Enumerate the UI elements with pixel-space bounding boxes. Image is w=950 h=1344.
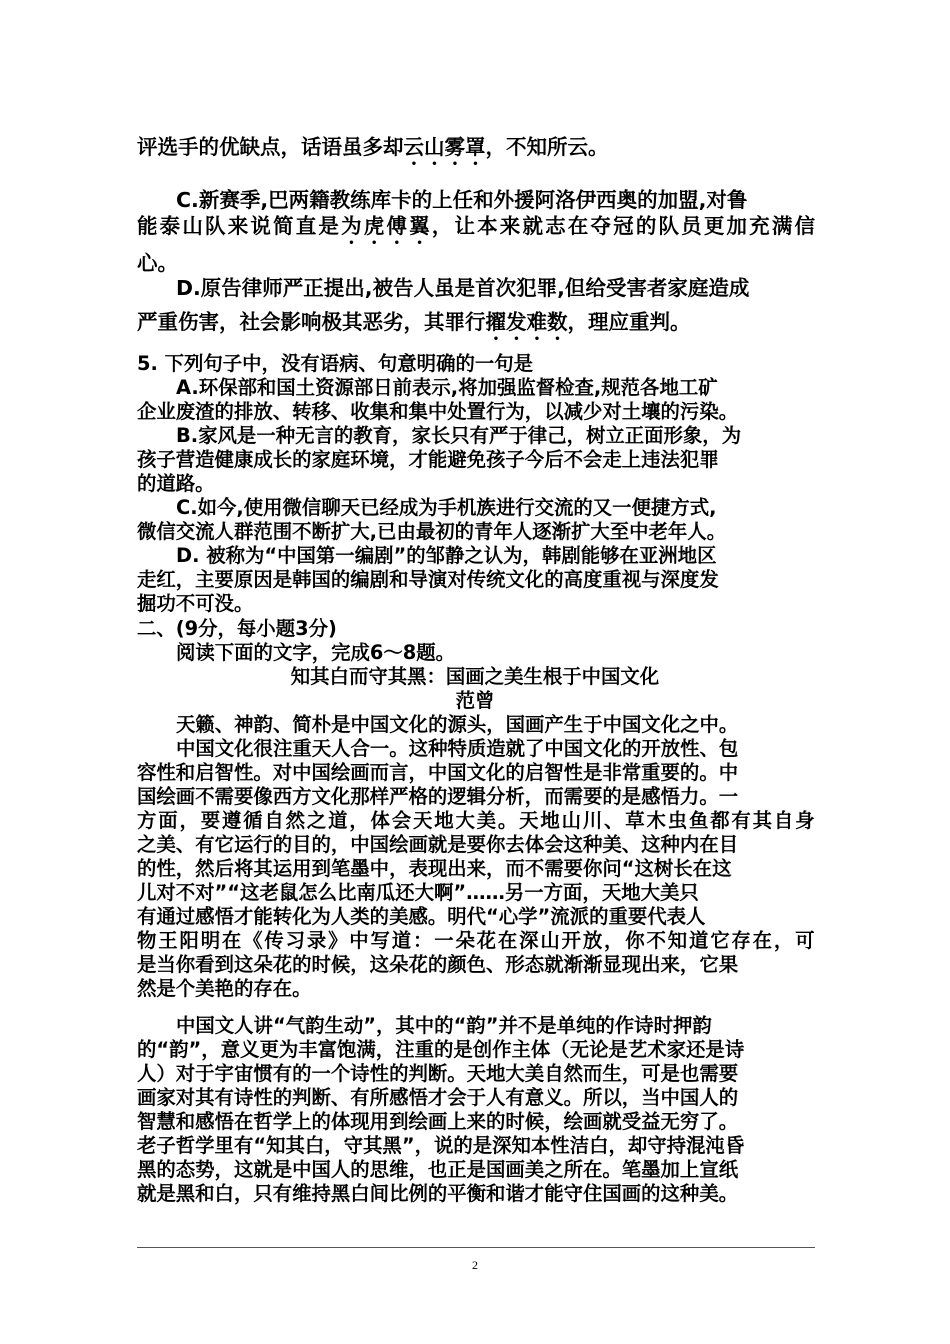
q4-option-c-line3: 心。 bbox=[137, 251, 178, 275]
q5-option-a: A.环保部和国土资源部日前表示,将加强监督检查,规范各地工矿 bbox=[176, 376, 718, 399]
article-line: 就是黑和白，只有维持黑白间比例的平衡和谐才能守住国画的这种美。 bbox=[137, 1182, 739, 1205]
article-line: 黑的态势，这就是中国人的思维，也正是国画美之所在。笔墨加上宣纸 bbox=[137, 1158, 739, 1181]
article-line: 之美、有它运行的目的，中国绘画就是要你去体会这种美、这种内在目 bbox=[137, 833, 739, 856]
article-line: 老子哲学里有“知其白，守其黑”，说的是深知本性洁白，却守持混沌昏 bbox=[137, 1134, 745, 1157]
article-line: 中国文化很注重天人合一。这种特质造就了中国文化的开放性、包 bbox=[176, 737, 739, 760]
article-line: 天籁、神韵、简朴是中国文化的源头，国画产生于中国文化之中。 bbox=[176, 713, 739, 736]
article-title: 知其白而守其黑：国画之美生根于中国文化 bbox=[290, 665, 660, 688]
footer-divider bbox=[137, 1247, 815, 1248]
article-line: 是当你看到这朵花的时候，这朵花的颜色、形态就渐渐显现出来，它果 bbox=[137, 953, 739, 976]
article-author: 范曾 bbox=[455, 689, 495, 712]
section-heading: 二、(9分，每小题3分) bbox=[137, 617, 337, 640]
q4-option-c-line2: 能泰山队来说简直是为虎傅翼，让本来就志在夺冠的队员更加充满信 bbox=[137, 214, 818, 238]
q5-option-b-line2: 孩子营造健康成长的家庭环境，才能避免孩子今后不会走上违法犯罪 bbox=[137, 448, 719, 471]
q5-option-b: B.家风是一种无言的教育，家长只有严于律己，树立正面形象，为 bbox=[176, 424, 742, 447]
article-line: 智慧和感悟在哲学上的体现用到绘画上来的时候，绘画就受益无穷了。 bbox=[137, 1110, 739, 1133]
article-line: 的“韵”，意义更为丰富饱满，注重的是创作主体（无论是艺术家还是诗 bbox=[137, 1038, 745, 1061]
q5-option-b-line3: 的道路。 bbox=[137, 472, 215, 495]
article-line: 国绘画不需要像西方文化那样严格的逻辑分析，而需要的是感悟力。一 bbox=[137, 785, 739, 808]
q5-option-c-line2: 微信交流人群范围不断扩大,已由最初的青年人逐渐扩大至中老年人。 bbox=[137, 520, 727, 543]
q5-stem: 5. 下列句子中，没有语病、句意明确的一句是 bbox=[137, 352, 534, 375]
article-line: 的性，然后将其运用到笔墨中，表现出来，而不需要你问“这树长在这 bbox=[137, 857, 732, 880]
section-instruction: 阅读下面的文字，完成6～8题。 bbox=[176, 641, 456, 664]
q5-option-c: C.如今,使用微信聊天已经成为手机族进行交流的又一便捷方式, bbox=[176, 496, 717, 519]
q5-option-d-line3: 掘功不可没。 bbox=[137, 592, 254, 615]
q5-option-d-line2: 走红，主要原因是韩国的编剧和导演对传统文化的高度重视与深度发 bbox=[137, 568, 719, 591]
page-number: 2 bbox=[472, 1258, 478, 1272]
article-line: 物王阳明在《传习录》中写道：一朵花在深山开放，你不知道它存在，可 bbox=[137, 929, 817, 952]
article-line: 容性和启智性。对中国绘画而言，中国文化的启智性是非常重要的。中 bbox=[137, 761, 739, 784]
q4-option-d-line2: 严重伤害，社会影响极其恶劣，其罪行擢发难数，理应重判。 bbox=[137, 310, 691, 334]
article-line: 儿对不对”“这老鼠怎么比南瓜还大啊”……另一方面，天地大美只 bbox=[137, 881, 699, 904]
article-line: 方面，要遵循自然之道，体会天地大美。天地山川、草木虫鱼都有其自身 bbox=[137, 809, 817, 832]
article-line: 然是个美艳的存在。 bbox=[137, 977, 312, 1000]
article-line: 中国文人讲“气韵生动”，其中的“韵”并不是单纯的作诗时押韵 bbox=[176, 1014, 712, 1037]
article-line: 人）对于宇宙惯有的一个诗性的判断。天地大美自然而生，可是也需要 bbox=[137, 1062, 739, 1085]
q4-option-c: C.新赛季,巴两籍教练库卡的上任和外援阿洛伊西奥的加盟,对鲁 bbox=[176, 188, 748, 212]
article-line: 有通过感悟才能转化为人类的美感。明代“心学”流派的重要代表人 bbox=[137, 905, 706, 928]
q5-option-a-line2: 企业废渣的排放、转移、收集和集中处置行为，以减少对土壤的污染。 bbox=[137, 400, 739, 423]
article-line: 画家对其有诗性的判断、有所感悟才会于人有意义。所以，当中国人的 bbox=[137, 1086, 739, 1109]
q4-option-b-end: 评选手的优缺点，话语虽多却云山雾罩，不知所云。 bbox=[137, 135, 609, 159]
q4-option-d: D.原告律师严正提出,被告人虽是首次犯罪,但给受害者家庭造成 bbox=[176, 276, 750, 300]
q5-option-d: D. 被称为“中国第一编剧”的邹静之认为，韩剧能够在亚洲地区 bbox=[176, 544, 717, 567]
